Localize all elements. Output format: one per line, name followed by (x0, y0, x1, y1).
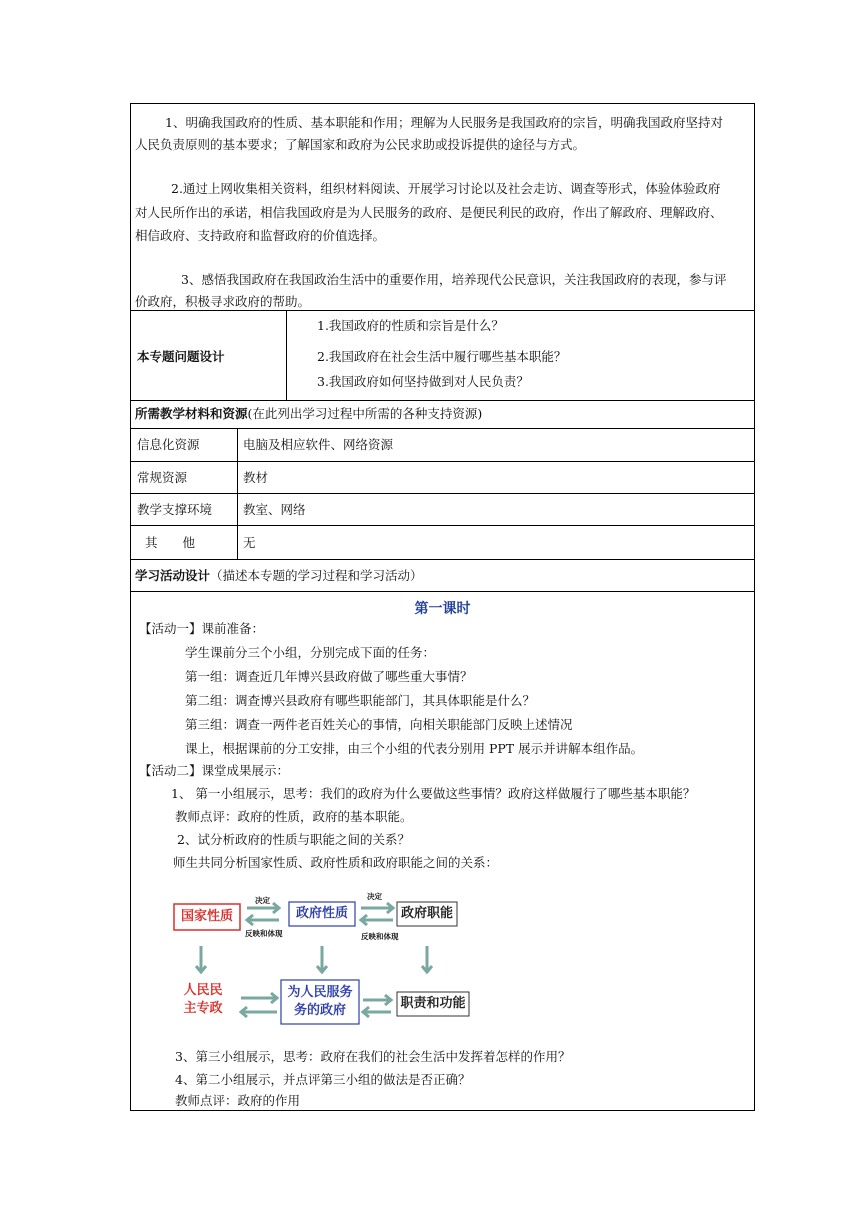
questions-row (131, 311, 754, 401)
goal-2-line-3: 相信政府、支持政府和监督政府的价值选择。 (135, 228, 386, 243)
goal-3-line-1: 3、感悟我国政府在我国政治生活中的重要作用，培养现代公民意识，关注我国政府的表现，参与评 (181, 272, 727, 287)
resources-header: 所需教学材料和资源 (135, 406, 248, 421)
goal-1-line-1: 1、明确我国政府的性质、基本职能和作用；理解为人民服务是我国政府的宗旨，明确我国政府坚持对 (165, 115, 723, 130)
people-democracy-line-2: 主专政 (183, 1001, 223, 1016)
activity-1-line: 第三组：调查一两件老百姓关心的事情，向相关职能部门反映上述情况 (185, 717, 573, 732)
question-3: 3.我国政府如何坚持做到对人民负责？ (317, 374, 529, 389)
serve-people-line-2: 务的政府 (293, 1003, 346, 1018)
resource-label: 教学支撑环境 (137, 502, 213, 517)
resource-row (131, 526, 754, 560)
goal-1-line-2: 人民负责原则的基本要求；了解国家和政府为公民求助或投诉提供的途径与方式。 (135, 137, 586, 152)
goal-2-line-2: 对人民所作出的承诺，相信我国政府是为人民服务的政府、是便民利民的政府，作出了解政府、理解政府、 (135, 205, 723, 220)
lesson-plan-table (130, 103, 755, 1111)
nature-function-diagram (171, 864, 471, 1034)
resource-value: 教室、网络 (243, 502, 306, 517)
resource-label: 常规资源 (137, 470, 188, 485)
people-democracy-line-1: 人民民 (183, 983, 223, 998)
after-line: 3、第三小组展示，思考：政府在我们的社会生活中发挥着怎样的作用？ (175, 1049, 571, 1064)
activity-1-line: 第一组：调查近几年博兴县政府做了哪些重大事情？ (185, 669, 473, 684)
gov-nature-box: 政府性质 (290, 905, 354, 923)
serve-people-line-1: 为人民服务 (287, 985, 353, 1000)
reflect-label: 反映和体现 (361, 932, 399, 941)
activity-1-line: 课上，根据课前的分工安排，由三个小组的代表分别用 PPT 展示并讲解本组作品。 (185, 741, 644, 756)
resource-value: 无 (243, 535, 256, 550)
activity-2-line: 1、 第一小组展示，思考：我们的政府为什么要做这些事情？政府这样做履行了哪些基本职能？ (171, 786, 696, 801)
decide-label: 决定 (255, 896, 270, 905)
activity-2-line: 教师点评：政府的性质，政府的基本职能。 (175, 809, 413, 824)
duty-function-box: 职责和功能 (398, 995, 468, 1013)
resource-label: 其 他 (145, 535, 196, 550)
lesson-title: 第一课时 (414, 601, 471, 617)
resource-row (131, 462, 754, 494)
activity-1-line: 第二组：调查博兴县政府有哪些职能部门，其具体职能是什么？ (185, 693, 536, 708)
activity-2-title: 【活动二】课堂成果展示： (139, 763, 290, 778)
after-line: 教师点评：政府的作用 (175, 1093, 301, 1108)
resource-row (131, 429, 754, 462)
activity-1-line: 学生课前分三个小组，分别完成下面的任务： (185, 645, 436, 660)
activity-2-line: 师生共同分析国家性质、政府性质和政府职能之间的关系： (173, 855, 499, 870)
activity-1-title: 【活动一】课前准备： (139, 621, 265, 636)
activity-2-line: 2、试分析政府的性质与职能之间的关系？ (177, 832, 410, 847)
goal-3-line-2: 价政府，积极寻求政府的帮助。 (135, 294, 311, 309)
after-line: 4、第二小组展示，并点评第三小组的做法是否正确？ (175, 1072, 471, 1087)
decide-label: 决定 (367, 892, 382, 901)
resource-label: 信息化资源 (137, 437, 200, 452)
question-2: 2.我国政府在社会生活中履行哪些基本职能？ (317, 349, 567, 364)
resource-row (131, 494, 754, 526)
resource-value: 电脑及相应软件、网络资源 (243, 437, 394, 452)
resource-value: 教材 (243, 470, 269, 485)
goals-row (131, 104, 754, 311)
activity-header: 学习活动设计 (135, 568, 211, 583)
reflect-label: 反映和体现 (245, 929, 283, 938)
resources-header-note: (在此列出学习过程中所需的各种支持资源) (247, 406, 483, 421)
goal-2-line-1: 2.通过上网收集相关资料，组织材料阅读、开展学习讨论以及社会走访、调查等形式，体验体验政府 (171, 181, 721, 196)
activity-header-row (131, 560, 754, 592)
questions-label: 本专题问题设计 (137, 349, 225, 364)
question-1: 1.我国政府的性质和宗旨是什么？ (317, 318, 504, 333)
activity-header-note: （描述本专题的学习过程和学习活动） (210, 568, 423, 583)
gov-function-box: 政府职能 (398, 905, 456, 923)
state-nature-box: 国家性质 (175, 908, 239, 926)
resources-header-row (131, 401, 754, 429)
